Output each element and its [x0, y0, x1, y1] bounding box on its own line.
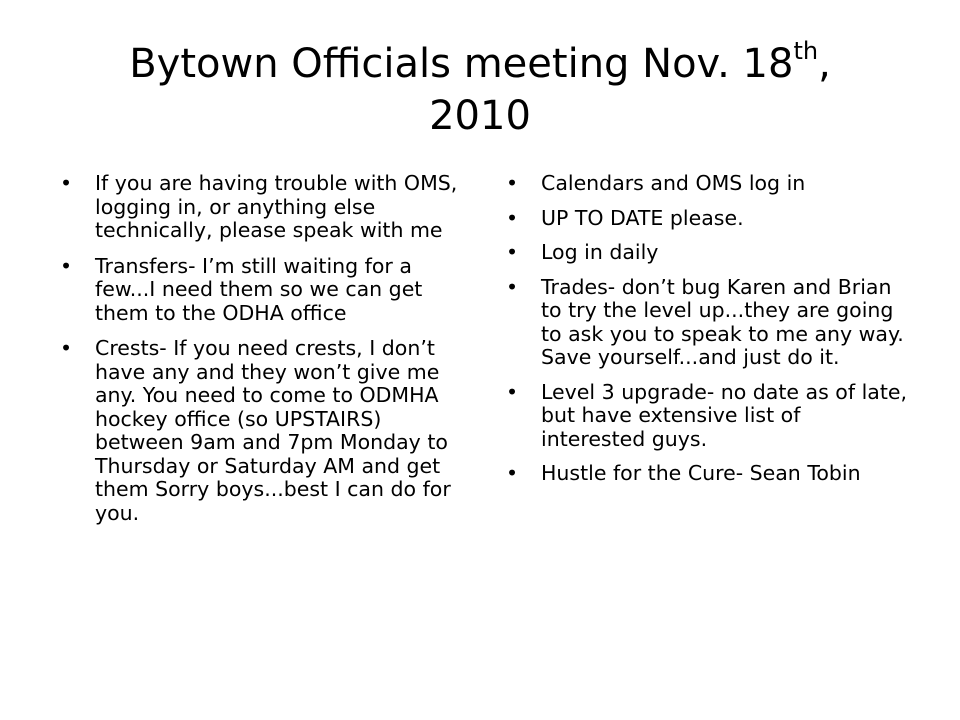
bullet-text: Hustle for the Cure- Sean Tobin: [541, 461, 861, 485]
list-item: [506, 207, 910, 231]
slide-title-superscript: th: [793, 36, 819, 65]
bullet-text: Crests- If you need crests, I don’t have any and they won’t give me any. You need to come to ODMHA hockey office (so UPSTAIRS) between 9am and 7pm Monday to Thursday or Saturday AM and get them Sorry boys...best I can do for you.: [95, 336, 451, 525]
slide-title: [60, 38, 900, 142]
bullet-icon: •: [60, 171, 73, 195]
slide-title-main: Bytown Officials meeting Nov. 18: [129, 41, 794, 87]
bullet-text: Log in daily: [541, 240, 659, 264]
list-item: [506, 172, 910, 196]
bullet-text: Calendars and OMS log in: [541, 171, 806, 195]
slide-title-year: 2010: [429, 93, 531, 139]
bullet-text: UP TO DATE please.: [541, 205, 744, 230]
list-item: [60, 172, 468, 243]
bullet-icon: •: [506, 461, 519, 485]
list-item: [506, 381, 910, 452]
bullet-text: Transfers- I’m still waiting for a few...I need them so we can get them to the ODHA office: [95, 253, 423, 325]
left-bullet-list: [60, 172, 468, 537]
bullet-icon: •: [60, 336, 73, 360]
bullet-icon: •: [506, 171, 519, 195]
bullet-text: If you are having trouble with OMS, logging in, or anything else technically, please speak with me: [95, 171, 458, 242]
bullet-icon: •: [506, 274, 519, 299]
bullet-text: Level 3 upgrade- no date as of late, but have extensive list of interested guys.: [541, 379, 907, 451]
bullet-icon: •: [506, 240, 519, 264]
right-bullet-list: [506, 172, 910, 497]
bullet-icon: •: [60, 253, 73, 278]
bullet-icon: •: [506, 205, 519, 230]
list-item: [506, 276, 910, 370]
list-item: [60, 337, 468, 525]
bullet-text: Trades- don’t bug Karen and Brian to try the level up...they are going to ask you to speak to me any way. Save yourself...and just do it.: [541, 274, 904, 369]
bullet-icon: •: [506, 379, 519, 404]
list-item: [506, 462, 910, 486]
list-item: [506, 241, 910, 265]
list-item: [60, 255, 468, 326]
slide-title-comma: ,: [818, 41, 831, 87]
